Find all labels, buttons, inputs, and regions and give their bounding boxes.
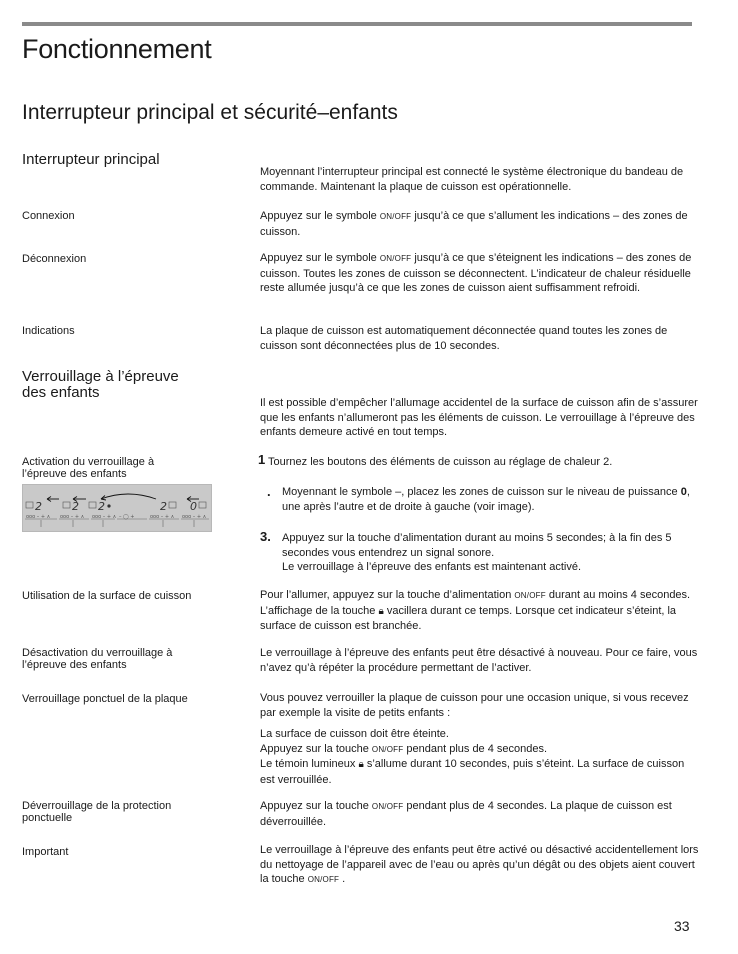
page-title: Fonctionnement: [22, 34, 212, 64]
svg-text:ooo – + ∧: ooo – + ∧: [60, 514, 85, 520]
zone-digit: 2: [35, 500, 42, 513]
connexion-text: Appuyez sur le symbole ON/OFF jusqu’à ce que s’allument les indications – des zones de cuisson.: [260, 210, 688, 238]
subsection-title-child-lock: Verrouillage à l’épreuve des enfants: [22, 368, 179, 401]
onoff-symbol: ON/OFF: [371, 744, 404, 754]
svg-text:ooo – + ∧: ooo – + ∧: [182, 514, 207, 520]
svg-text:– ◯ +: – ◯ +: [119, 514, 135, 520]
onoff-symbol: ON/OFF: [307, 875, 340, 885]
step-number-2: .: [267, 484, 271, 499]
label-use: Utilisation de la surface de cuisson: [22, 590, 192, 602]
zone-digit: 0: [190, 500, 197, 513]
onoff-symbol: ON/OFF: [379, 254, 412, 263]
label-deconnexion: Déconnexion: [22, 253, 87, 265]
step-3-text: Appuyez sur la touche d’alimentation durant au moins 5 secondes; à la fin des 5 secondes vous entendrez un signal sonore. Le verrouillage à l’épreuve des enfants est maintenant activé.: [282, 532, 672, 574]
unlock-text: Appuyez sur la touche ON/OFF pendant plus de 4 secondes. La plaque de cuisson est déverrouillée.: [260, 800, 672, 828]
punctual-text-2: La surface de cuisson doit être éteinte. Appuyez sur la touche ON/OFF pendant plus de 4 secondes. Le témoin lumineux 🔒︎ s’allume durant 10 secondes, puis s’éteint. La surface de cuisson est verrouillée.: [260, 728, 685, 786]
child-lock-intro: Il est possible d’empêcher l’allumage accidentel de la surface de cuisson afin de s’assurer que les enfants n’allumeront pas les éléments de cuisson. Le verrouillage à l’épreuve des enfants demeure activé en tout temps.: [260, 397, 698, 439]
step-1-text: Tournez les boutons des éléments de cuisson au réglage de chaleur 2.: [268, 456, 613, 468]
label-important: Important: [22, 846, 69, 858]
zone-digit: 2: [98, 500, 105, 513]
step-number-1: 1: [258, 452, 266, 467]
punctual-text-1: Vous pouvez verrouiller la plaque de cuisson pour une occasion unique, si vous recevez par exemple la visite de petits enfants :: [260, 692, 689, 719]
step-number-3: 3.: [260, 529, 271, 544]
label-activation: Activation du verrouillage à l’épreuve des enfants: [22, 456, 155, 480]
onoff-symbol: ON/OFF: [379, 212, 412, 221]
lock-icon: 🔒︎: [378, 605, 384, 617]
svg-text:ooo – + ∧: ooo – + ∧: [26, 514, 51, 520]
lock-icon: 🔒︎: [358, 759, 364, 771]
top-rule: [22, 22, 692, 26]
page-number: 33: [674, 918, 690, 934]
deactivation-text: Le verrouillage à l’épreuve des enfants peut être désactivé à nouveau. Pour ce faire, vous n’avez qu’à répéter la procédure permettant de l’activer.: [260, 647, 698, 674]
label-unlock: Déverrouillage de la protection ponctuelle: [22, 800, 172, 824]
important-text: Le verrouillage à l’épreuve des enfants peut être activé ou désactivé accidentellement lors du nettoyage de l’appareil avec de l’eau ou après qu’un dégât ou des objets aient couvert la touche ON/OFF .: [260, 844, 699, 886]
label-indications: Indications: [22, 325, 75, 337]
step-2-text: Moyennant le symbole –, placez les zones de cuisson sur le niveau de puissance 0, une après l’autre et de droite à gauche (voir image).: [282, 486, 690, 513]
label-connexion: Connexion: [22, 210, 75, 222]
control-panel-illustration: [22, 484, 212, 532]
zone-digit: 2: [72, 500, 79, 513]
indications-text: La plaque de cuisson est automatiquement déconnectée quand toutes les zones de cuisson sont déconnectées plus de 10 secondes.: [260, 325, 668, 352]
section-title: Interrupteur principal et sécurité–enfants: [22, 101, 398, 124]
svg-text:ooo – + ∧: ooo – + ∧: [150, 514, 175, 520]
panel-drawing: [23, 485, 211, 531]
zone-digit: 2: [160, 500, 167, 513]
use-text: Pour l’allumer, appuyez sur la touche d’alimentation ON/OFF durant au moins 4 secondes. L’affichage de la touche 🔒︎ vacillera durant ce temps. Lorsque cet indicateur s’éteint, la surface de cuisson est branchée.: [260, 589, 691, 633]
onoff-symbol: ON/OFF: [514, 591, 546, 600]
main-switch-intro: Moyennant l’interrupteur principal est connecté le système électronique du bandeau de commande. Maintenant la plaque de cuisson est opérationnelle.: [260, 166, 684, 193]
onoff-symbol: ON/OFF: [371, 802, 404, 811]
label-deactivation: Désactivation du verrouillage à l’épreuve des enfants: [22, 647, 173, 671]
svg-text:ooo – + ∧: ooo – + ∧: [92, 514, 117, 520]
deconnexion-text: Appuyez sur le symbole ON/OFF jusqu’à ce que s’éteignent les indications – des zones de cuisson. Toutes les zones de cuisson se déconnectent. L’indicateur de chaleur résiduelle reste allumée jusqu’à ce que les zones de cuisson aient suffisamment refroidi.: [260, 252, 692, 295]
label-punctual: Verrouillage ponctuel de la plaque: [22, 693, 188, 705]
subsection-title-main-switch: Interrupteur principal: [22, 151, 160, 168]
